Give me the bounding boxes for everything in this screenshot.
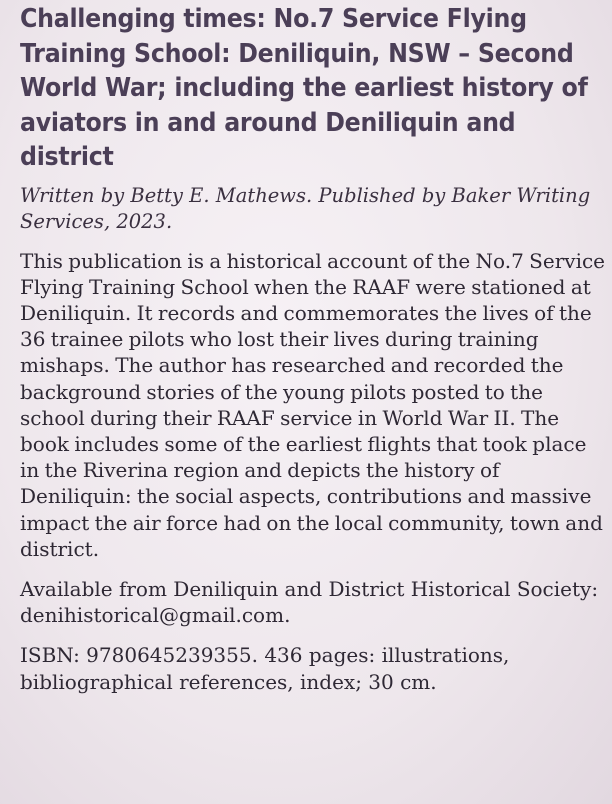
availability-note: Available from Deniliquin and District Historical Society: denihistorical@gmail.com. — [20, 576, 599, 628]
book-title: Challenging times: No.7 Service Flying Training School: Deniliquin, NSW – Second World War; including the earliest history of aviators in and around Deniliquin and district — [20, 4, 588, 172]
review-body: This publication is a historical account of the No.7 Service Flying Training School when the RAAF were stationed at Deniliquin. It records and commemorates the lives of the 36 trainee pilots who lost their lives during training mishaps. The author has researched and recorded the background stories of the young pilots posted to the school during their RAAF service in World War II. The book includes some of the earliest flights that took place in the Riverina region and depicts the history of Deniliquin: the social aspects, contributions and massive impact the air force had on the local community, town and district. — [20, 248, 606, 561]
author-publisher-byline: Written by Betty E. Mathews. Published by Baker Writing Services, 2023. — [20, 183, 591, 233]
isbn-details: ISBN: 9780645239355. 436 pages: illustrations, bibliographical references, index; 30 cm. — [20, 643, 510, 694]
